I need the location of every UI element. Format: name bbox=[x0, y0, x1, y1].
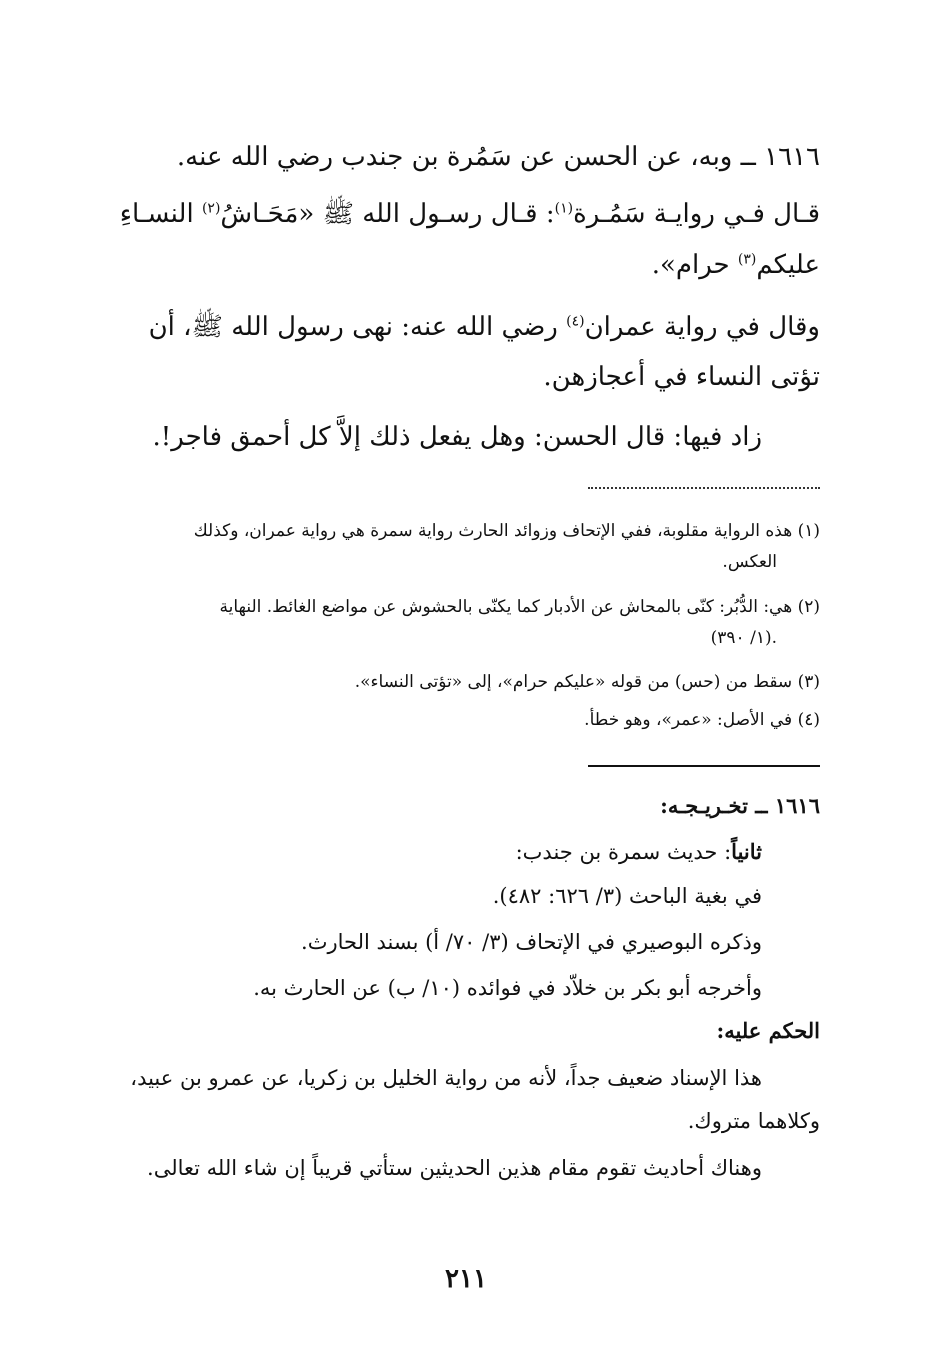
takhrij-line-1: في بغية الباحث (٣/ ٦٢٦: ٤٨٢). bbox=[492, 884, 762, 908]
footnote-2-line-1: (٢) هي: الدُّبُر: كنّى بالمحاش عن الأدبار كما يكنّى بالحشوش عن مواضع الغائط. النهاية bbox=[219, 597, 820, 617]
text-segment: وقال في رواية عمران bbox=[584, 312, 820, 342]
hukm-line-2: وكلاهما متروك. bbox=[687, 1109, 820, 1133]
takhrij-heading: ١٦١٦ ــ تخـريـجـه: bbox=[660, 793, 820, 818]
hadith-number-line: ١٦١٦ ــ وبه، عن الحسن عن سَمُرة بن جندب رضي الله عنه. bbox=[176, 142, 820, 172]
hukm-line-3: وهناك أحاديث تقوم مقام هذين الحديثين ستأتي قريباً إن شاء الله تعالى. bbox=[147, 1156, 762, 1180]
thaniyan-label: ثانياً bbox=[731, 839, 762, 864]
hadith-paragraph-1-line-2 bbox=[652, 248, 820, 282]
hadith-paragraph-2-line-2: تؤتى النساء في أعجازهن. bbox=[543, 362, 820, 392]
text-segment: قـال فـي روايـة سَمُـرة bbox=[573, 199, 820, 229]
takhrij-line-3: وأخرجه أبو بكر بن خلاّد في فوائده (١٠/ ب) عن الحارث به. bbox=[253, 976, 762, 1000]
footnote-2-line-2: (١/ ٣٩٠). bbox=[710, 628, 777, 648]
text-segment: : حديث سمرة بن جندب: bbox=[515, 840, 732, 864]
footnote-ref-3: (٣) bbox=[737, 251, 757, 268]
footnote-ref-1: (١) bbox=[554, 200, 574, 217]
text-segment: رضي الله عنه: نهى رسول الله ﷺ، أن bbox=[148, 312, 567, 342]
text-segment: النسـاءِ bbox=[119, 199, 202, 229]
takhrij-line-2: وذكره البوصيري في الإتحاف (٣/ ٧٠/ أ) بسند الحارث. bbox=[301, 930, 762, 954]
takhrij-thaniyan bbox=[516, 838, 762, 866]
hadith-paragraph-1-line-1 bbox=[120, 197, 820, 231]
footnote-3: (٣) سقط من (حس) من قوله «عليكم حرام»، إلى «تؤتى النساء». bbox=[354, 672, 820, 692]
text-segment: حرام». bbox=[651, 250, 738, 280]
hukm-line-1: هذا الإسناد ضعيف جداً، لأنه من رواية الخليل بن زكريا، عن عمرو بن عبيد، bbox=[130, 1066, 762, 1090]
page-number: ٢١١ bbox=[445, 1264, 487, 1294]
footnote-1-line-1: (١) هذه الرواية مقلوبة، ففي الإتحاف وزوائد الحارث رواية سمرة هي رواية عمران، وكذلك bbox=[193, 521, 820, 541]
footnote-ref-2: (٢) bbox=[201, 200, 221, 217]
footnote-4: (٤) في الأصل: «عمر»، وهو خطأ. bbox=[584, 710, 820, 730]
text-segment: عليكم bbox=[756, 250, 820, 280]
footnote-separator bbox=[588, 487, 820, 489]
hukm-heading: الحكم عليه: bbox=[716, 1018, 820, 1043]
text-segment: : قـال رسـول الله ﷺ «مَحَـاشُ bbox=[220, 199, 555, 229]
footnote-ref-4: (٤) bbox=[566, 313, 585, 330]
hadith-paragraph-2-line-1 bbox=[149, 310, 820, 344]
section-divider bbox=[588, 765, 820, 767]
footnote-1-line-2: العكس. bbox=[722, 552, 777, 572]
hadith-paragraph-3: زاد فيها: قال الحسن: وهل يفعل ذلك إلاَّ كل أحمق فاجر!. bbox=[152, 422, 762, 452]
